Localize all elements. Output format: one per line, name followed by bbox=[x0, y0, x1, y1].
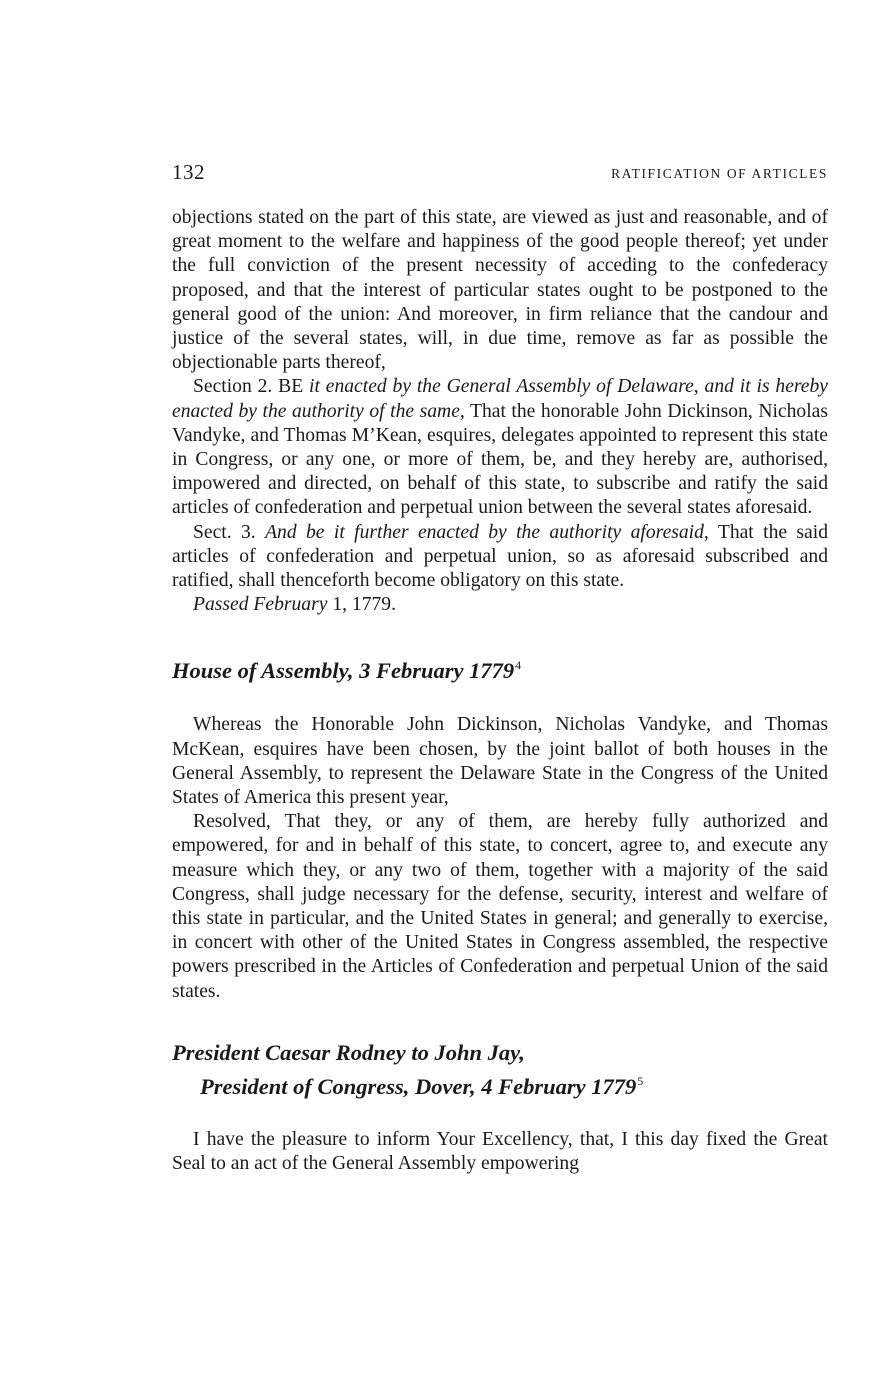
passed-year: 1, 1779. bbox=[327, 594, 396, 616]
paragraph-section-2 bbox=[172, 375, 828, 520]
paragraph-rodney-letter: I have the pleasure to inform Your Excellency, that, I this day fixed the Great Seal to an act of the General Assembly empowering bbox=[172, 1128, 828, 1175]
paragraph-resolved: Resolved, That they, or any of them, are hereby fully authorized and empowered, for and in behalf of this state, to concert, agree to, and execute any measure which they, or any two of them, together with a majority of the said Congress, shall judge necessary for the defense, security, interest and welfare of this state in particular, and the United States in general; and generally to exercise, in concert with other of the United States in Congress assembled, the respective powers prescribed in the Articles of Confederation and perpetual Union of the said states. bbox=[172, 811, 828, 1002]
passed-label: Passed February bbox=[193, 594, 328, 616]
footnote-ref-5: 5 bbox=[637, 1073, 644, 1088]
section-2-text: That the honorable John Dickinson, Nicholas Vandyke, and Thomas M’Kean, esquires, delegates appointed to represent this state in Congress, or any one, or more of them, be, and they hereby are, authorised, impowered and directed, on behalf of this state, to subscribe and ratify the said articles of confederation and perpetual union between the several states aforesaid. bbox=[172, 400, 828, 519]
page-number: 132 bbox=[172, 160, 205, 184]
heading-rodney-line-1: President Caesar Rodney to John Jay, bbox=[172, 1039, 525, 1065]
passed-date bbox=[172, 593, 828, 617]
document-page bbox=[172, 160, 828, 1176]
paragraph-objections: objections stated on the part of this state, are viewed as just and reasonable, and of great moment to the welfare and happiness of the good people thereof; yet under the full conviction of the present necessity of acceding to the confederacy proposed, and that the interest of particular states ought to be postponed to the general good of the union: And moreover, in firm reliance that the candour and justice of the several states, will, in due time, remove as far as possible the objectionable parts thereof, bbox=[172, 207, 828, 374]
heading-house-of-assembly bbox=[172, 651, 828, 685]
paragraph-whereas: Whereas the Honorable John Dickinson, Nicholas Vandyke, and Thomas McKean, esquires have been chosen, by the joint ballot of both houses in the General Assembly, to represent the Delaware State in the Congress of the United States of America this present year, bbox=[172, 714, 828, 809]
heading-rodney-line-2-wrap bbox=[172, 1067, 828, 1101]
section-3-text: That the said articles of confederation and perpetual union, so as aforesaid subscribed and ratified, shall thenceforth become obligatory on this state. bbox=[172, 521, 828, 592]
heading-rodney-line-2: President of Congress, Dover, 4 February 1779 bbox=[200, 1073, 637, 1099]
paragraph-section-3 bbox=[172, 521, 828, 594]
heading-rodney-to-jay bbox=[172, 1039, 828, 1101]
section-2-lead: Section 2. BE bbox=[193, 376, 310, 398]
section-3-lead: Sect. 3. bbox=[193, 521, 266, 543]
section-2-enacting-clause: it enacted by the General Assembly of Delaware, and it is hereby enacted by the authority of the same, bbox=[172, 376, 828, 422]
running-title: RATIFICATION OF ARTICLES bbox=[611, 166, 828, 181]
footnote-ref-4: 4 bbox=[515, 658, 522, 673]
heading-house-of-assembly-text: House of Assembly, 3 February 1779 bbox=[172, 658, 515, 684]
section-3-enacting-clause: And be it further enacted by the authority aforesaid, bbox=[265, 521, 709, 543]
running-head bbox=[172, 160, 828, 186]
